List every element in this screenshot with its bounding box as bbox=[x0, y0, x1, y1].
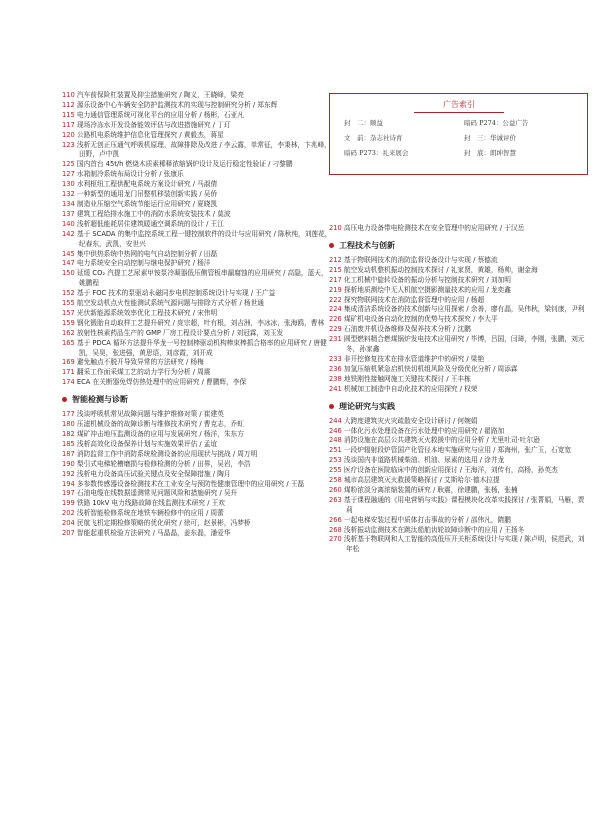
toc-entry bbox=[329, 427, 591, 437]
toc-page-number: 150 bbox=[62, 269, 75, 278]
toc-page-number: 222 bbox=[329, 295, 342, 304]
toc-page-number: 185 bbox=[62, 439, 75, 448]
toc-page-number: 246 bbox=[329, 426, 342, 435]
toc-page-number: 171 bbox=[62, 368, 75, 377]
toc-page-number: 253 bbox=[329, 456, 342, 465]
toc-entry bbox=[329, 375, 591, 385]
toc-page-number: 155 bbox=[62, 299, 75, 308]
toc-entry-title: 消防设施在高层公共建筑灭火救援中的应用分析 / 尤里吐司·吐尔逊 bbox=[343, 436, 540, 445]
toc-page-number: 152 bbox=[62, 289, 75, 298]
toc-entry-title: 梨引式电梯轮槽磨损与检修检测的分析 / 田界，吴岩，李浩 bbox=[76, 459, 251, 468]
toc-entry bbox=[329, 365, 591, 375]
toc-page-number: 174 bbox=[62, 378, 75, 387]
toc-entry bbox=[62, 358, 332, 368]
section-heading-text: 工程技术与创新 bbox=[339, 240, 395, 250]
toc-entry-title: 公路机电系统维护信息化管理探究 / 黄毅杰，蒋星 bbox=[76, 130, 224, 139]
toc-entry bbox=[62, 170, 332, 180]
toc-entry-title: 钢化锻胎自动取样工艺提升研究 / 庞宗超，叶有根，刘吉洲，李冰冰，张海鸥，曹林 bbox=[76, 318, 325, 327]
toc-page-number: 263 bbox=[329, 495, 342, 504]
toc-entry-title: 石油废井机设备维修及保养技术分析 / 沈鹏 bbox=[343, 325, 471, 334]
toc-entry-title: 建筑工程给排水施工中的消防水系统安装技术 / 莫波 bbox=[76, 209, 231, 218]
toc-entry bbox=[62, 101, 332, 111]
toc-entry bbox=[62, 250, 332, 260]
toc-entry-title: 基于 PDCA 循环方法提升华龙一号控制棒驱动机构棒束棒抓合格率的应用研究 / 唐健凯，吴昊，张进强，黄思语，刘彦霞，刘开成 bbox=[76, 338, 327, 357]
toc-entry bbox=[62, 430, 332, 440]
toc-entry-title: 探析地质测绘中无人机航空摄影测量技术的应用 / 龙奕鑫 bbox=[343, 285, 511, 294]
toc-page-number: 226 bbox=[329, 315, 342, 324]
section-heading bbox=[329, 240, 591, 252]
bullet-dot-icon bbox=[329, 404, 334, 409]
toc-entry-title: 集成清洁系统设备的技术创新与应用探索 / 余善，廖有晶，吴伟秋，梁钊康，尹利 bbox=[343, 305, 585, 314]
toc-entry bbox=[329, 224, 591, 234]
toc-left-column bbox=[62, 91, 332, 539]
toc-entry bbox=[62, 480, 332, 490]
toc-entry bbox=[62, 210, 332, 220]
toc-entry bbox=[329, 315, 591, 325]
toc-entry-title: 延缓 CO₂ 汽提工艺尿素甲铵泵冷凝器低压侧管板串漏腐蚀的应用研究 / 高隐，蓝天，姚鹏程 bbox=[76, 269, 328, 288]
toc-page-number: 217 bbox=[329, 275, 342, 284]
toc-entry-title: 现场冷冻水开发设备能效评估与改进措施研究 / 丁玎 bbox=[76, 120, 231, 129]
toc-entry-title: 电力系统安全自动控制与继电保护研究 / 杨洋 bbox=[76, 259, 211, 268]
toc-page-number: 140 bbox=[62, 219, 75, 228]
toc-page-number: 112 bbox=[62, 100, 75, 109]
toc-entry-title: 浅析电力设备高压试验关键点及安全保障措施 / 陶月 bbox=[76, 469, 231, 478]
toc-entry-title: 多参数传感器设备检测技术在工业安全与预防性健康管理中的应用研究 / 王磊 bbox=[76, 479, 305, 488]
toc-entry-title: 机械加工制造中自动化技术的应用探究 / 权荣 bbox=[343, 384, 478, 393]
toc-entry-title: 铁路 10kV 电力线路故障在线监测技术研究 / 王欢 bbox=[76, 499, 225, 508]
toc-entry bbox=[329, 296, 591, 306]
toc-page-number: 159 bbox=[62, 318, 75, 327]
toc-entry-title: 民航飞机定期检修策略的优化研究 / 徐可，赵景彬，冯梦桥 bbox=[76, 519, 251, 528]
ad-index-box bbox=[329, 93, 588, 175]
toc-entry-title: 航空发动机点火性能测试系统气源问题与排除方式分析 / 杨世通 bbox=[76, 299, 264, 308]
toc-entry bbox=[62, 200, 332, 210]
toc-entry bbox=[62, 410, 332, 420]
toc-entry bbox=[62, 111, 332, 121]
toc-entry-title: 浅析基于物联网和人工智能的高低压开关柜系统设计与实现 / 陈卢明，侯范武，刘年松 bbox=[343, 535, 585, 554]
toc-page-number: 147 bbox=[62, 259, 75, 268]
toc-page-number: 190 bbox=[62, 459, 75, 468]
toc-page-number: 117 bbox=[62, 120, 75, 129]
toc-entry-title: 大跨度建筑灾火灾疏散安全设计研讨 / 何婉娟 bbox=[343, 416, 478, 425]
toc-entry-title: 智能起重机检验方法研究 / 马晶晶，姜东磊，潘爱华 bbox=[76, 529, 231, 538]
toc-entry bbox=[62, 499, 332, 509]
toc-page-number: 244 bbox=[329, 416, 342, 425]
toc-entry bbox=[329, 535, 591, 555]
toc-page-number: 110 bbox=[62, 91, 75, 99]
toc-entry bbox=[62, 460, 332, 470]
toc-page-number: 162 bbox=[62, 328, 75, 337]
toc-entry-title: 浅析振动监测技术在跳汰船舶齿轮故障诊断中的应用 / 王扬冬 bbox=[343, 525, 525, 534]
toc-page-number: 169 bbox=[62, 358, 75, 367]
toc-page-number: 210 bbox=[329, 224, 342, 232]
toc-entry-title: 浅谈国内非道路机械柴油、机油、尿素的选用 / 涂井龙 bbox=[343, 456, 505, 465]
toc-page-number: 165 bbox=[62, 338, 75, 347]
toc-entry bbox=[329, 476, 591, 486]
toc-page-number: 219 bbox=[329, 285, 342, 294]
toc-page-number: 268 bbox=[329, 525, 342, 534]
toc-entry bbox=[62, 160, 332, 170]
toc-entry bbox=[62, 489, 332, 499]
toc-entry-title: 光伏新能源系统效率优化工程技术研究 / 宋伟明 bbox=[76, 308, 218, 317]
toc-entry-title: 医疗设备在医院临床中的创新应用探讨 / 王海洋，刘传有，高杨，孙英杰 bbox=[343, 466, 558, 475]
toc-entry-title: 浅析智能检修系统在地铁车辆检修中的应用 / 周蕾 bbox=[76, 509, 224, 518]
toc-entry-title: 压滤机械设备的故障诊断与维修技术研究 / 曹克志，乔虹 bbox=[76, 420, 244, 429]
toc-page-number: 231 bbox=[329, 335, 342, 344]
toc-page-number: 260 bbox=[329, 485, 342, 494]
toc-entry-title: 浅谈呼吸机常见故障问题与维护维修对策 / 崔建英 bbox=[76, 410, 224, 419]
toc-entry bbox=[329, 325, 591, 335]
toc-entry bbox=[62, 91, 332, 101]
toc-page-number: 248 bbox=[329, 436, 342, 445]
toc-entry-title: 煤矿机电设备自动化控制的优势与技术探究 / 李大平 bbox=[343, 315, 498, 324]
toc-entry bbox=[62, 319, 332, 329]
toc-entry bbox=[62, 509, 332, 519]
toc-page-number: 270 bbox=[329, 535, 342, 544]
toc-page-number: 258 bbox=[329, 476, 342, 485]
toc-entry-title: 基于课程融通的《用电营销与实践》课程模块化改革实践探讨 / 张菁娟，马雁，贾莉 bbox=[343, 495, 585, 514]
toc-entry-title: 浅析无创正压通气呼吸机原理、故障排除及改进 / 李云露，单常征，李秉林，卞兆峰，田野，卢中凯 bbox=[76, 140, 331, 159]
toc-page-number: 145 bbox=[62, 249, 75, 258]
toc-page-number: 194 bbox=[62, 479, 75, 488]
ad-index-cell: 文 前：杂志社诗育 bbox=[344, 134, 403, 142]
toc-entry-title: 国内首台 45t/h 燃烧木质素稀释浓缩锅炉设计及运行稳定性验证 / 刁黎鹏 bbox=[76, 160, 293, 169]
toc-page-number: 202 bbox=[62, 509, 75, 518]
toc-page-number: 134 bbox=[62, 199, 75, 208]
toc-entry bbox=[62, 289, 332, 299]
toc-entry bbox=[329, 355, 591, 365]
toc-page-number: 212 bbox=[329, 255, 342, 264]
toc-page-number: 130 bbox=[62, 180, 75, 189]
toc-entry-title: 一段炉辐射段炉管国产化管径本地实施研究与应用 / 郑海州，张广玉，石宽宽 bbox=[343, 446, 572, 455]
toc-page-number: 123 bbox=[62, 140, 75, 149]
toc-entry bbox=[62, 368, 332, 378]
toc-entry bbox=[62, 440, 332, 450]
toc-entry bbox=[62, 230, 332, 250]
ad-index-cell: 封 三：华诚评价 bbox=[464, 134, 516, 142]
section-heading-text: 理论研究与实践 bbox=[339, 401, 395, 411]
toc-entry bbox=[329, 256, 591, 266]
toc-entry bbox=[62, 378, 332, 388]
toc-page-number: 241 bbox=[329, 384, 342, 393]
toc-entry-title: 探究物联网技术在消防监督管理中的应用 / 杨超 bbox=[343, 295, 485, 304]
toc-entry bbox=[329, 286, 591, 296]
toc-page-number: 142 bbox=[62, 229, 75, 238]
ad-index-cell: 暗码 P274：公益广告 bbox=[464, 119, 529, 127]
toc-entry bbox=[62, 420, 332, 430]
toc-entry bbox=[62, 190, 332, 200]
toc-page-number: 182 bbox=[62, 430, 75, 438]
toc-page-number: 120 bbox=[62, 130, 75, 139]
toc-entry-title: 翻采工作面采煤工艺的动力学行为分析 / 周震 bbox=[76, 368, 211, 377]
toc-entry-title: 汽车前保险杠装置及抑尘措施研究 / 陶义，王晓峰，梁亮 bbox=[76, 91, 244, 99]
toc-entry-title: 避免触点不脱开导致异常的方法研究 / 杨梅 bbox=[76, 358, 204, 367]
toc-entry bbox=[62, 450, 332, 460]
toc-page-number: 115 bbox=[62, 110, 75, 119]
toc-entry-title: 水箱制冷系统布局设计分析 / 张康乐 bbox=[76, 170, 184, 179]
toc-page-number: 251 bbox=[329, 446, 342, 455]
toc-entry-title: 圆型燃料精合燃煤锅炉发电技术应用研究 / 毕博，吕国，闫琦，李刚，张鹏，刘元冬，孙家鑫 bbox=[343, 335, 585, 354]
toc-page-number: 137 bbox=[62, 209, 75, 218]
toc-entry bbox=[329, 486, 591, 496]
toc-page-number: 255 bbox=[329, 466, 342, 475]
toc-entry-title: 集中供热系统中热网的电气自动控制分析 / 田磊 bbox=[76, 249, 218, 258]
toc-entry-title: 浅析高效化设备保养计划与实施效果评估 / 孟谊 bbox=[76, 439, 218, 448]
toc-entry bbox=[62, 131, 332, 141]
toc-entry-title: 一体化污水处理设备在污水处理中的应用研究 / 翟路加 bbox=[343, 426, 505, 435]
toc-page-number: 127 bbox=[62, 170, 75, 179]
toc-entry-title: 航空发动机整机振动控制技术探讨 / 礼家贤，黄雄，杨帅，谢金海 bbox=[343, 265, 538, 274]
toc-entry bbox=[329, 446, 591, 456]
toc-entry bbox=[329, 516, 591, 526]
toc-entry bbox=[329, 466, 591, 476]
toc-entry bbox=[62, 269, 332, 289]
toc-page-number: 224 bbox=[329, 305, 342, 314]
toc-page-number: 233 bbox=[329, 354, 342, 363]
toc-page-number: 215 bbox=[329, 265, 342, 274]
toc-entry-title: 消防监督工作中消防系统检测设备的应用现状与挑战 / 周万明 bbox=[76, 449, 258, 458]
toc-entry bbox=[62, 329, 332, 339]
toc-entry bbox=[62, 121, 332, 131]
toc-entry bbox=[62, 470, 332, 480]
toc-page-number: 266 bbox=[329, 515, 342, 524]
toc-entry bbox=[62, 339, 332, 359]
toc-entry-title: 制造业压缩空气系统节能运行应用研究 / 夏晓凯 bbox=[76, 199, 218, 208]
toc-page-number: 125 bbox=[62, 160, 75, 169]
toc-entry bbox=[62, 220, 332, 230]
toc-entry-title: 煤矿冲击地压监测设备的应用与发展研究 / 杨洋，朱东方 bbox=[76, 430, 244, 438]
toc-page-number: 199 bbox=[62, 499, 75, 508]
toc-entry-title: 加氢压缩机紧急启机快切机组风险及分级优化分析 / 周添霖 bbox=[343, 364, 518, 373]
toc-right-column bbox=[329, 224, 591, 555]
toc-entry-title: 石油电缆在线数据遥测常见问题风险和措施研究 / 吴升 bbox=[76, 489, 238, 498]
toc-page-number: 157 bbox=[62, 308, 75, 317]
ad-index-title: 广告索引 bbox=[414, 98, 504, 113]
toc-entry bbox=[62, 259, 332, 269]
toc-entry-title: 基于 SCADA 的集中监控系统工程一键控制软件的设计与应用研究 / 陈秋纯，刘莲花，纪春东，武凯，安世兴 bbox=[76, 229, 332, 248]
bullet-dot-icon bbox=[62, 397, 67, 402]
toc-page-number: 192 bbox=[62, 469, 75, 478]
toc-page-number: 238 bbox=[329, 374, 342, 383]
toc-entry-title: 电力通信管理系统可视化平台的应用分析 / 杨彬，石亚凡 bbox=[76, 110, 244, 119]
toc-page-number: 132 bbox=[62, 190, 75, 199]
toc-entry bbox=[329, 266, 591, 276]
toc-entry bbox=[329, 496, 591, 516]
toc-entry-title: 基于物联网技术的消防监督设备设计与实现 / 蔡德流 bbox=[343, 255, 498, 264]
toc-entry bbox=[329, 385, 591, 395]
toc-page-number: 236 bbox=[329, 364, 342, 373]
section-heading bbox=[329, 401, 591, 413]
toc-entry bbox=[329, 335, 591, 355]
section-heading bbox=[62, 394, 332, 406]
toc-entry bbox=[329, 526, 591, 536]
ad-index-cell: 封 底：朗坤智慧 bbox=[464, 149, 516, 157]
toc-entry-title: 地铁刚性接触网施工关键技术探讨 / 王丰栋 bbox=[343, 374, 471, 383]
toc-entry-title: 非开挖修复技术在排水管道维护中的研究 / 梁艳 bbox=[343, 354, 485, 363]
toc-entry-title: 化工机械中旋转设备的振动分析与控制技术研究 / 刘加明 bbox=[343, 275, 511, 284]
toc-entry bbox=[62, 519, 332, 529]
toc-entry-title: 水利枢纽工程供配电系统方案设计研究 / 马淑倩 bbox=[76, 180, 218, 189]
toc-entry bbox=[329, 417, 591, 427]
toc-page-number: 204 bbox=[62, 519, 75, 528]
ad-index-cell: 封 二：顺益 bbox=[344, 119, 383, 127]
toc-entry-title: 一起电梯安装过程中质体打击事故的分析 / 邵伟凡，隋鹏 bbox=[343, 515, 511, 524]
toc-page-number: 177 bbox=[62, 410, 75, 419]
toc-entry bbox=[329, 456, 591, 466]
toc-entry-title: 浅析超低能耗居住建筑暖通空调系统的设计 / 王江 bbox=[76, 219, 224, 228]
toc-entry bbox=[329, 305, 591, 315]
toc-page-number: 197 bbox=[62, 489, 75, 498]
toc-entry-title: 城市高层建筑灭火救援策略探讨 / 艾斯哈尔·德木拉提 bbox=[343, 476, 500, 485]
section-heading-text: 智能检测与诊断 bbox=[72, 395, 128, 405]
toc-page-number: 187 bbox=[62, 449, 75, 458]
toc-entry-title: 放射性核素药品生产的 GMP 厂房工程设计要点分析 / 刘冠霖，刘玉发 bbox=[76, 328, 284, 337]
toc-entry bbox=[62, 299, 332, 309]
toc-entry bbox=[329, 436, 591, 446]
toc-page-number: 180 bbox=[62, 420, 75, 429]
toc-page-number: 207 bbox=[62, 529, 75, 538]
toc-entry bbox=[329, 276, 591, 286]
toc-entry-title: 煤粉浓淡分离浓缩装置的研究 / 耿震，徐建鹏，张杨，张楠 bbox=[343, 485, 518, 494]
toc-entry-title: 一种新型的通用龙门吊整机移装创新实践 / 吴侨 bbox=[76, 190, 218, 199]
bullet-dot-icon bbox=[329, 243, 334, 248]
toc-entry-title: 高压电力设备带电检测技术在安全管理中的应用研究 / 于汉岳 bbox=[343, 224, 525, 232]
ad-index-cell: 暗码 P273：礼来展会 bbox=[344, 149, 409, 157]
toc-entry bbox=[62, 529, 332, 539]
toc-entry bbox=[62, 309, 332, 319]
toc-entry-title: 源乐设备中心车辆安全防护监测技术的实现与控制研究分析 / 郑东辉 bbox=[76, 100, 278, 109]
toc-entry bbox=[62, 180, 332, 190]
toc-entry-title: 基于 FOC 技术的泵驱动永磁同步电机控制系统设计与实现 / 王广益 bbox=[76, 289, 276, 298]
toc-entry bbox=[62, 141, 332, 161]
toc-page-number: 229 bbox=[329, 325, 342, 334]
toc-entry-title: ECA 在关断器免焊仿热处理中的应用研究 / 曹鹏辉，李保 bbox=[76, 378, 247, 387]
